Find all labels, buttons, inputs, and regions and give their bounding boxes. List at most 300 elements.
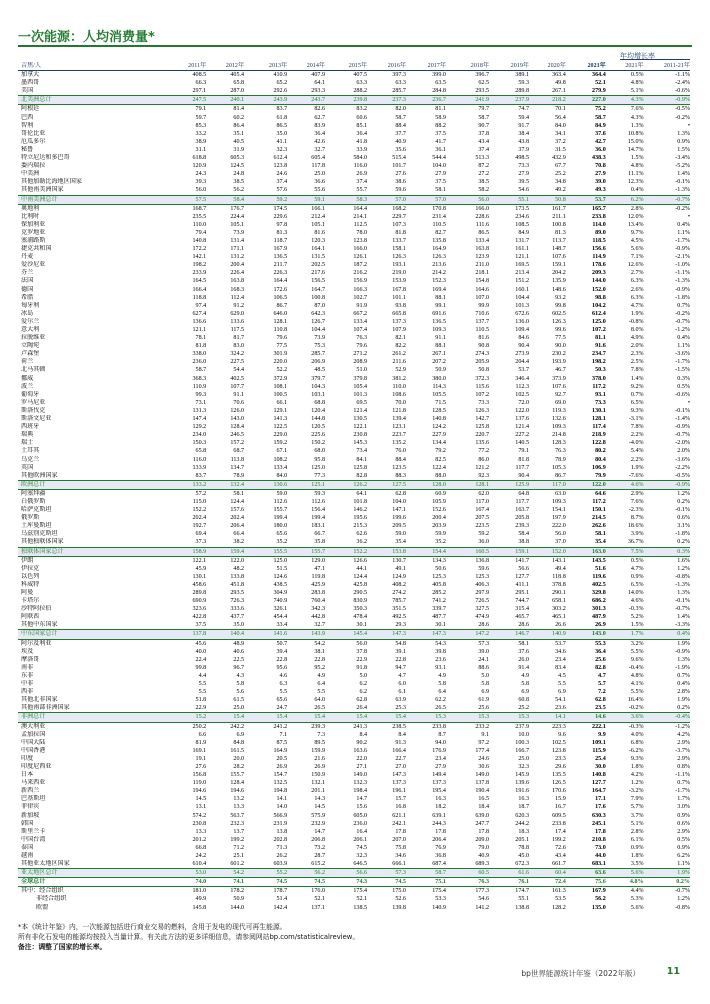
cell-value: 59.3 <box>287 489 325 498</box>
cell-value: 177.4 <box>475 747 490 754</box>
table-row <box>18 431 690 439</box>
cell-value: 164.9 <box>273 747 288 754</box>
cell-value: 58.7 <box>406 869 446 878</box>
cell-value: 6.2% <box>677 853 690 859</box>
cell-value: 225.6 <box>311 432 326 439</box>
row-label: 孟加拉国 <box>21 731 46 738</box>
cell-value: 14.1 <box>276 796 288 803</box>
row-label: 新西兰 <box>21 788 40 795</box>
cell-value: 57.0 <box>406 195 446 204</box>
cell-value: 62.8 <box>367 489 406 498</box>
row-label: 厄瓜多尔 <box>21 138 46 145</box>
cell-value: 167.9 <box>592 888 606 895</box>
cell-value: -0.9% <box>675 286 690 293</box>
cell-value: 51.8 <box>195 697 207 704</box>
cell-value: 372.3 <box>475 375 490 382</box>
cell-value: 37.6 <box>595 130 606 137</box>
cell-value: 201.1 <box>311 788 326 795</box>
cell-value: 87.2 <box>478 163 490 170</box>
cell-value: 451.8 <box>230 581 245 588</box>
cell-value: 12.3% <box>627 179 644 186</box>
cell-value: 128.1 <box>592 416 606 423</box>
cell-value: 6.9 <box>236 731 245 738</box>
cell-value: 43.4 <box>555 853 566 859</box>
row-label: 日本 <box>21 772 34 779</box>
cell-value: 293.5 <box>475 88 490 95</box>
cell-value: 34.6 <box>395 853 406 859</box>
cell-value: 64.1 <box>314 80 326 87</box>
cell-value: 14.0 <box>276 804 288 811</box>
cell-value: 38.4 <box>518 130 529 137</box>
cell-value: 36.4 <box>595 648 606 655</box>
cell-value: 241.9 <box>446 96 489 105</box>
cell-value: 1.2% <box>677 565 690 572</box>
cell-value: 86.7 <box>276 302 288 309</box>
cell-value: 93.1 <box>595 391 606 398</box>
cell-value: -2.3% <box>628 507 644 514</box>
col-header: 2020年 <box>529 62 566 71</box>
table-row <box>18 605 690 613</box>
cell-value: 35.4 <box>595 539 606 546</box>
cell-value: 101.3 <box>515 302 529 309</box>
cell-value: 84.1 <box>356 456 368 463</box>
cell-value: 107.4 <box>353 327 368 333</box>
cell-value: 161.5 <box>230 747 245 754</box>
cell-value: 288.2 <box>353 88 368 95</box>
cell-value: 117.0 <box>529 480 566 489</box>
cell-value: 4.2% <box>677 731 690 738</box>
cell-value: 7.6% <box>606 105 644 114</box>
cell-value: 17.8 <box>395 828 406 835</box>
cell-value: 71.5 <box>435 399 446 406</box>
cell-value: 48.2 <box>233 565 245 572</box>
cell-value: 81.1 <box>406 105 446 114</box>
table-row <box>18 383 690 391</box>
cell-value: 206.8 <box>311 836 326 843</box>
cell-value: 241.2 <box>244 722 287 731</box>
cell-value: 72.0 <box>518 399 529 406</box>
cell-value: 150.3 <box>192 440 207 447</box>
cell-value: 99.1 <box>435 302 446 309</box>
cell-value: 301.9 <box>273 351 288 358</box>
cell-value: 126.2 <box>325 480 367 489</box>
cell-value: 138.8 <box>515 904 529 911</box>
cell-value: 4.9 <box>438 672 446 679</box>
cell-value: 17.4 <box>555 828 566 835</box>
cell-value: 82.8 <box>356 472 368 479</box>
cell-value: 152.3 <box>432 278 446 285</box>
cell-value: 25.4 <box>595 755 606 762</box>
cell-value: 0.5% <box>606 556 644 565</box>
cell-value: 157.6 <box>230 507 245 514</box>
cell-value: 465.1 <box>552 614 566 621</box>
col-header: 2019年 <box>489 62 529 71</box>
cell-value: 137.3 <box>392 318 406 325</box>
cell-value: 740.9 <box>273 598 288 605</box>
table-row <box>18 213 690 221</box>
cell-value: 1.2% <box>644 489 690 498</box>
cell-value: 243.9 <box>244 96 287 105</box>
cell-value: 6.3% <box>630 294 644 301</box>
table-row <box>18 186 690 195</box>
cell-value: 128.1 <box>446 480 489 489</box>
cell-value: -0.8% <box>675 573 690 580</box>
row-label: 巴西 <box>21 114 34 121</box>
cell-value: 81.8 <box>395 229 406 236</box>
cell-value: 327.5 <box>475 606 490 613</box>
row-label: 美国 <box>21 88 34 95</box>
cell-value: 121.8 <box>392 407 406 414</box>
row-label: 挪威 <box>21 375 34 382</box>
cell-value: 37.5 <box>435 179 446 186</box>
cell-value: 27.1 <box>356 763 368 770</box>
cell-value: 164.5 <box>192 278 207 285</box>
cell-value: 93.8 <box>395 302 406 309</box>
cell-value: 91.4 <box>518 664 529 671</box>
cell-value: 143.9 <box>287 630 325 639</box>
cell-value: 26.2 <box>276 853 288 859</box>
table-row <box>18 530 690 538</box>
cell-value: 122.1 <box>353 424 368 431</box>
cell-value: 22.4 <box>195 656 207 663</box>
cell-value: 148.6 <box>552 286 566 293</box>
cell-value: 122.0 <box>206 556 244 565</box>
row-label: 立陶宛 <box>21 343 40 350</box>
table-row <box>18 904 690 912</box>
cell-value: 627.4 <box>192 310 207 317</box>
cell-value: 132.6 <box>552 416 566 423</box>
cell-value: 240.1 <box>206 96 244 105</box>
row-label: 特立尼达和多巴哥 <box>21 155 70 162</box>
cell-value: 58.7 <box>478 114 490 121</box>
cell-value: 405.8 <box>432 581 446 588</box>
cell-value: 117.2 <box>592 383 606 390</box>
cell-value: 150.1 <box>592 507 606 514</box>
cell-value: -0.7% <box>675 318 690 325</box>
cell-value: 289.8 <box>515 88 529 95</box>
table-row <box>18 820 690 828</box>
table-row <box>18 146 690 154</box>
cell-value: 381.2 <box>392 375 406 382</box>
cell-value: 164.4 <box>325 204 367 213</box>
cell-value: 1.8% <box>630 763 644 770</box>
cell-value: 32.3 <box>276 146 288 153</box>
row-label: 加拿大 <box>21 72 40 79</box>
cell-value: 26.9 <box>314 763 326 770</box>
row-label: 伊朗 <box>18 556 159 565</box>
footnote: 备注：调整了国家的增长率。 <box>18 943 107 951</box>
cell-value: 168.2 <box>367 204 406 213</box>
cell-value: 133.4 <box>353 318 368 325</box>
cell-value: 128.5 <box>432 407 446 414</box>
cell-value: 113.7 <box>552 237 566 244</box>
cell-value: 15.4 <box>367 713 406 722</box>
cell-value: 123.8 <box>552 747 566 754</box>
cell-value: 129.0 <box>287 556 325 565</box>
table-row <box>18 318 690 326</box>
cell-value: 40.9 <box>478 853 490 859</box>
cell-value: 9.3% <box>630 407 644 414</box>
cell-value: 124.6 <box>273 573 288 580</box>
cell-value: 5.5 <box>317 689 326 696</box>
cell-value: 4.5 <box>558 672 566 679</box>
cell-value: 235.5 <box>192 213 207 220</box>
table-row <box>18 522 690 530</box>
cell-value: 100.3 <box>515 739 529 746</box>
cell-value: 79.1 <box>159 105 206 114</box>
cell-value: 63.6 <box>566 869 606 878</box>
cell-value: 175.4 <box>353 888 368 895</box>
cell-value: 22.7 <box>395 755 406 762</box>
cell-value: 22.8 <box>276 656 288 663</box>
cell-value: 149.0 <box>475 772 490 779</box>
cell-value: 163.0 <box>566 547 606 556</box>
row-label: 智利 <box>21 122 34 129</box>
cell-value: 91.8 <box>356 664 368 671</box>
cell-value: 8.0% <box>630 327 644 333</box>
cell-value: -1.1% <box>675 270 690 277</box>
cell-value: 91.1 <box>435 335 446 342</box>
cell-value: 13.3 <box>195 828 207 835</box>
table-row <box>18 506 690 514</box>
cell-value: 6.3 <box>279 681 288 688</box>
cell-value: 165.7 <box>566 204 606 213</box>
cell-value: 125.0 <box>311 464 326 471</box>
cell-value: 59.1 <box>287 195 325 204</box>
cell-value: 156.4 <box>311 507 326 514</box>
cell-value: 30.1 <box>356 622 368 629</box>
row-label: 北马其顿 <box>21 367 46 374</box>
cell-value: 23.4 <box>435 755 446 762</box>
cell-value: 56.2 <box>233 187 245 194</box>
cell-value: 76.3 <box>446 878 489 887</box>
table-row <box>18 556 690 565</box>
cell-value: 125.1 <box>287 480 325 489</box>
row-label: 澳大利亚 <box>18 722 159 731</box>
row-label: 马来西亚 <box>21 780 46 787</box>
cell-value: 210.8 <box>592 836 606 843</box>
cell-value: 153.9 <box>392 278 406 285</box>
cell-value: 124.4 <box>230 498 245 505</box>
row-label: 芬兰 <box>21 270 34 277</box>
cell-value: 137.3 <box>392 780 406 787</box>
row-label: 卡塔尔 <box>21 598 40 605</box>
cell-value: 105.4 <box>353 383 368 390</box>
cell-value: 3.1% <box>677 523 690 530</box>
cell-value: 66.3 <box>195 80 207 87</box>
cell-value: 661.7 <box>552 861 566 868</box>
cell-value: 67.7 <box>555 163 566 170</box>
cell-value: 120.4 <box>311 407 326 414</box>
cell-value: 28.7 <box>314 853 326 859</box>
cell-value: -1.7% <box>675 788 690 795</box>
cell-value: 94.0 <box>435 739 446 746</box>
cell-value: 84.9 <box>518 229 529 236</box>
cell-value: 23.6 <box>555 705 566 712</box>
cell-value: 603.9 <box>273 861 288 868</box>
cell-value: 5.7% <box>630 804 644 811</box>
cell-value: 73.3 <box>595 399 606 406</box>
cell-value: 380.0 <box>432 375 446 382</box>
cell-value: 672.6 <box>515 310 529 317</box>
table-row <box>18 79 690 87</box>
cell-value: 89.5 <box>314 739 326 746</box>
cell-value: 24.7 <box>276 705 288 712</box>
cell-value: 81.6 <box>478 335 490 342</box>
cell-value: 222.0 <box>552 523 566 530</box>
cell-value: 4.9% <box>630 335 644 342</box>
cell-value: 84.8 <box>233 739 245 746</box>
cell-value: 204.4 <box>515 359 529 366</box>
cell-value: 0.2% <box>644 878 690 887</box>
cell-value: 101.3 <box>353 391 368 398</box>
cell-value: 81.1 <box>595 335 606 342</box>
cell-value: 544.4 <box>432 155 446 162</box>
cell-value: 198.4 <box>353 788 368 795</box>
cell-value: 200.4 <box>230 262 245 269</box>
cell-value: 197.9 <box>552 515 566 522</box>
cell-value: 229.0 <box>273 432 288 439</box>
cell-value: 86.4 <box>233 122 245 129</box>
cell-value: 199.4 <box>273 515 288 522</box>
cell-value: 128.3 <box>552 440 566 447</box>
cell-value: 32.3 <box>356 853 368 859</box>
cell-value: 132.3 <box>353 780 368 787</box>
cell-value: 215.3 <box>353 523 368 530</box>
cell-value: 26.4 <box>356 705 368 712</box>
cell-value: 13.7 <box>233 828 245 835</box>
cell-value: 172.6 <box>273 286 288 293</box>
cell-value: 9.6 <box>558 731 566 738</box>
cell-value: 75.8 <box>395 844 406 851</box>
cell-value: 422.8 <box>192 614 207 621</box>
cell-value: 140.5 <box>515 440 529 447</box>
cell-value: 25.6 <box>595 656 606 663</box>
cell-value: 218.2 <box>529 96 566 105</box>
cell-value: 378.8 <box>552 581 566 588</box>
cell-value: 293.3 <box>311 88 326 95</box>
cell-value: 90.8 <box>478 343 490 350</box>
cell-value: 7.1 <box>279 731 288 738</box>
cell-value: 58.4 <box>518 531 529 538</box>
cell-value: 6.3% <box>630 278 644 285</box>
cell-value: 77.3 <box>314 472 326 479</box>
cell-value: 6.5% <box>630 399 644 406</box>
row-label: 白俄罗斯 <box>21 498 46 505</box>
cell-value: 35.0 <box>233 622 245 629</box>
cell-value: 605.0 <box>353 812 368 819</box>
cell-value: 193.9 <box>552 359 566 366</box>
cell-value: 111.6 <box>475 221 490 228</box>
cell-value: 90.7 <box>478 122 490 129</box>
cell-value: 127.7 <box>515 573 529 580</box>
cell-value: 175.4 <box>432 888 446 895</box>
row-label: 独联体国家总计 <box>18 547 159 556</box>
cell-value: 726.3 <box>230 598 245 605</box>
cell-value: 131.5 <box>311 254 326 261</box>
cell-value: 57.5 <box>159 195 206 204</box>
cell-value: 17.8 <box>478 828 490 835</box>
cell-value: 2.2% <box>630 432 644 439</box>
table-row <box>18 589 690 597</box>
cell-value: 169.5 <box>515 262 529 269</box>
cell-value: 612.4 <box>273 155 288 162</box>
cell-value: 104.2 <box>592 302 606 309</box>
cell-value: 407.5 <box>353 72 368 79</box>
table-row <box>18 573 690 581</box>
cell-value: 108.5 <box>515 221 529 228</box>
cell-value: 36.4 <box>356 130 368 137</box>
cell-value: 2.9% <box>677 828 690 835</box>
cell-value: 82.8 <box>595 664 606 671</box>
cell-value: 52.1 <box>356 896 368 903</box>
cell-value: 233.9 <box>192 270 207 277</box>
cell-value: 82.0 <box>367 105 406 114</box>
cell-value: 575.9 <box>311 812 326 819</box>
cell-value: 65.2 <box>276 80 288 87</box>
cell-value: 50.9 <box>435 367 446 374</box>
cell-value: 209.5 <box>392 523 406 530</box>
cell-value: 125.3 <box>432 573 446 580</box>
cell-value: 156.5 <box>311 278 326 285</box>
table-row <box>18 447 690 455</box>
cell-value: 152.6 <box>432 507 446 514</box>
cell-value: 206.4 <box>432 836 446 843</box>
row-label: 阿曼 <box>21 590 34 596</box>
cell-value: 27.6 <box>195 763 207 770</box>
row-label: 爱尔兰 <box>21 318 40 325</box>
cell-value: 33.4 <box>276 622 288 629</box>
cell-value: 212.4 <box>311 213 326 220</box>
cell-value: -2.1% <box>675 254 690 261</box>
cell-value: 5.5 <box>558 681 566 688</box>
cell-value: 60.2 <box>233 114 245 121</box>
cell-value: 45.6 <box>159 639 206 648</box>
cell-value: 187.2 <box>353 262 368 269</box>
cell-value: -0.2% <box>675 114 690 121</box>
cell-value: 194.6 <box>230 788 245 795</box>
cell-value: 86.5 <box>276 122 288 129</box>
cell-value: 218.9 <box>592 432 606 439</box>
cell-value: 31.5 <box>555 146 566 153</box>
cell-value: 55.7 <box>356 187 368 194</box>
cell-value: 107.6 <box>552 254 566 261</box>
cell-value: 6.0 <box>398 681 406 688</box>
cell-value: 176.7 <box>206 204 244 213</box>
cell-value: 145.3 <box>353 440 368 447</box>
cell-value: 408.2 <box>392 581 406 588</box>
cell-value: 245.1 <box>592 820 606 827</box>
cell-value: 0.9% <box>630 573 644 580</box>
cell-value: 226.4 <box>230 270 245 277</box>
cell-value: 107.3 <box>392 221 406 228</box>
table-row <box>18 672 690 680</box>
cell-value: 13.1 <box>195 804 207 811</box>
cell-value: 106.9 <box>592 464 606 471</box>
cell-value: 364.4 <box>592 72 606 79</box>
cell-value: 56.2 <box>595 896 606 903</box>
cell-value: 12.0% <box>627 213 644 220</box>
cell-value: 574.2 <box>192 812 207 819</box>
cell-value: 2.8% <box>677 689 690 696</box>
cell-value: 432.9 <box>552 155 566 162</box>
row-label: 捷克共和国 <box>21 246 52 253</box>
cell-value: 7.5% <box>606 547 644 556</box>
cell-value: 40.6 <box>233 648 245 655</box>
cell-value: 68.7 <box>233 448 245 455</box>
cell-value: 101.1 <box>392 294 406 301</box>
cell-value: 122.0 <box>515 407 529 414</box>
